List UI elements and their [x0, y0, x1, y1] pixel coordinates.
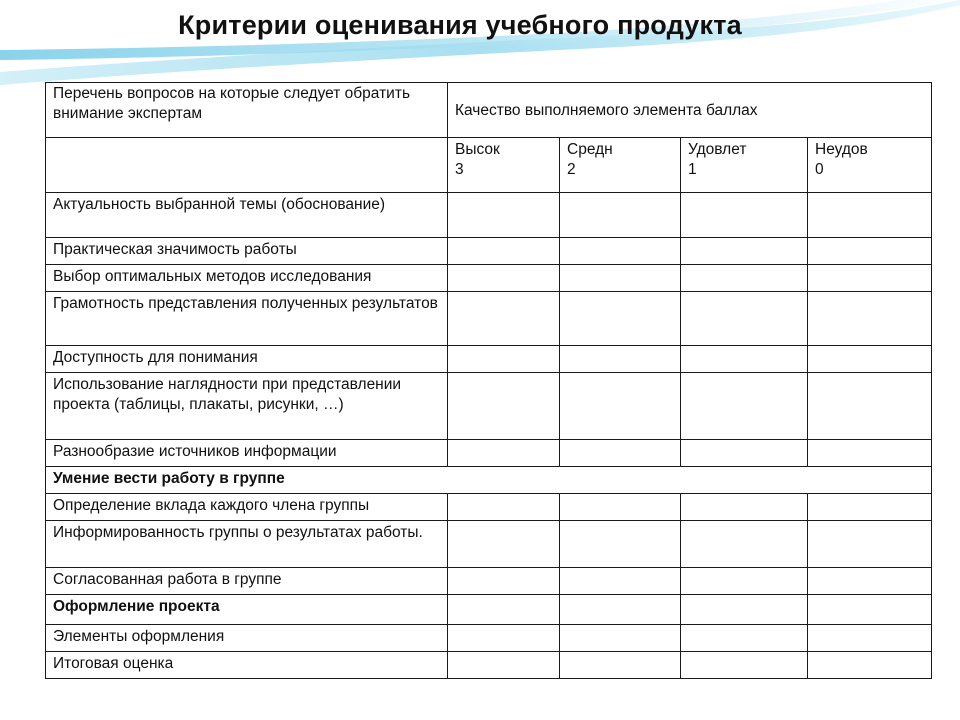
criterion-label: Актуальность выбранной темы (обоснование): [46, 193, 448, 238]
criterion-label: Доступность для понимания: [46, 346, 448, 373]
section-row: [46, 595, 932, 625]
quality-heading: Качество выполняемого элемента баллах: [448, 83, 932, 138]
level-medium: Средн 2: [560, 138, 681, 193]
header-row: [46, 83, 932, 138]
table-row: [46, 625, 932, 652]
table-row: [46, 373, 932, 440]
criteria-table: [45, 82, 932, 679]
page-title: Критерии оценивания учебного продукта: [178, 10, 742, 40]
table-row: [46, 440, 932, 467]
criteria-heading: Перечень вопросов на которые следует обратить внимание экспертам: [46, 83, 448, 138]
table-row: [46, 494, 932, 521]
criterion-label: Определение вклада каждого члена группы: [46, 494, 448, 521]
table-row: [46, 568, 932, 595]
criterion-label: Грамотность представления полученных результатов: [46, 292, 448, 346]
criterion-label: Использование наглядности при представлении проекта (таблицы, плакаты, рисунки, …): [46, 373, 448, 440]
section-label: Оформление проекта: [46, 595, 448, 625]
criterion-label: Итоговая оценка: [46, 652, 448, 679]
table-row: [46, 292, 932, 346]
section-row: [46, 467, 932, 494]
level-high: Высок 3: [448, 138, 560, 193]
level-unsatisfactory: Неудов 0: [808, 138, 932, 193]
table-row: [46, 238, 932, 265]
table-row: [46, 346, 932, 373]
criterion-label: Согласованная работа в группе: [46, 568, 448, 595]
table-row: [46, 521, 932, 568]
table-row: [46, 265, 932, 292]
level-satisfactory: Удовлет 1: [681, 138, 808, 193]
criterion-label: Информированность группы о результатах работы.: [46, 521, 448, 568]
table-row: [46, 193, 932, 238]
table-row: [46, 652, 932, 679]
criterion-label: Разнообразие источников информации: [46, 440, 448, 467]
levels-row: [46, 138, 932, 193]
criterion-label: Практическая значимость работы: [46, 238, 448, 265]
criterion-label: Элементы оформления: [46, 625, 448, 652]
criterion-label: Выбор оптимальных методов исследования: [46, 265, 448, 292]
section-label: Умение вести работу в группе: [46, 467, 932, 494]
empty-cell: [46, 138, 448, 193]
